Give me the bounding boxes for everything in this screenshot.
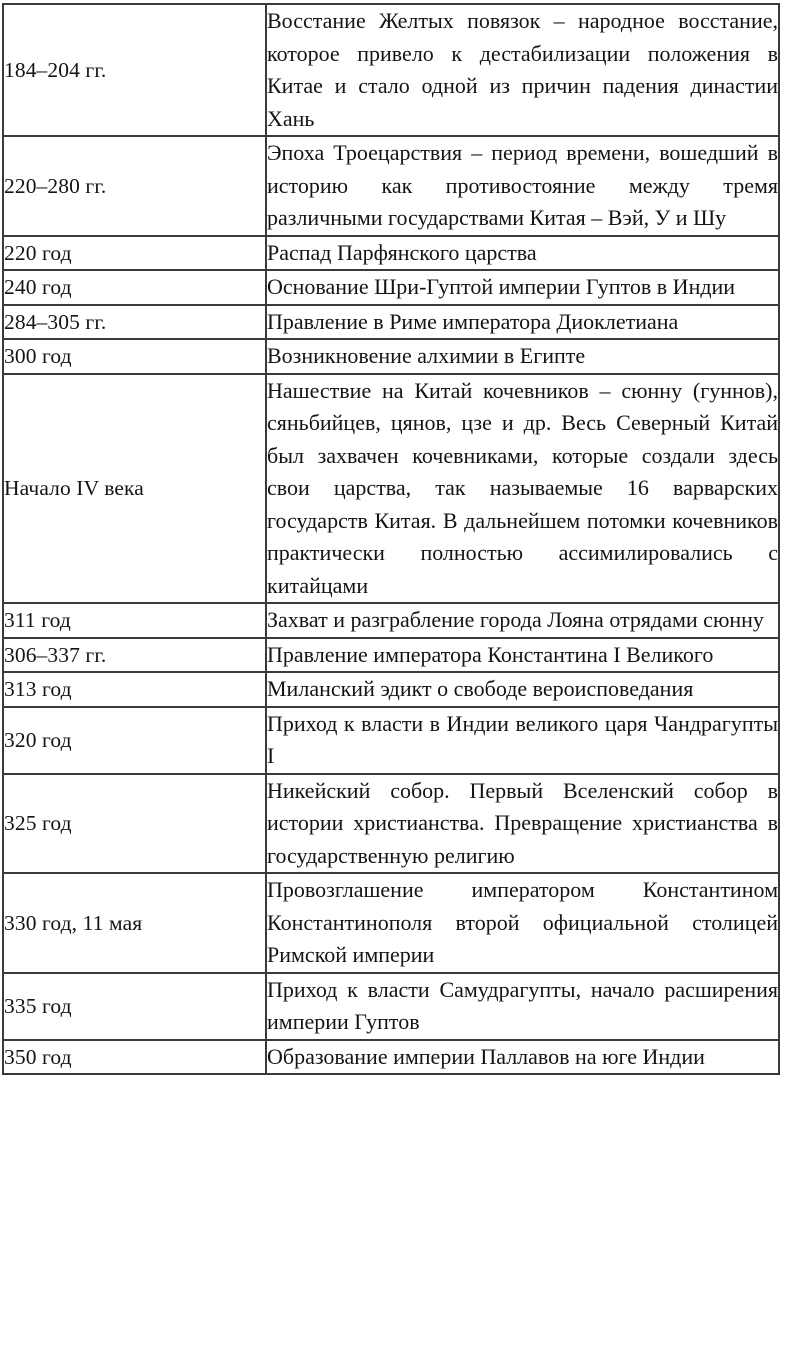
event-cell — [266, 873, 779, 973]
event-cell — [266, 305, 779, 340]
event-cell — [266, 774, 779, 874]
date-text: 311 год — [4, 608, 71, 633]
event-text: Распад Парфянского царства — [267, 239, 537, 265]
event-text: Никейский собор. Первый Вселенский собор в истории христианства. Превращение христианства в государственную религию — [267, 777, 778, 868]
date-text: 325 год — [4, 811, 72, 836]
table-row — [3, 339, 779, 374]
date-text: 306–337 гг. — [4, 642, 107, 667]
event-cell — [266, 236, 779, 271]
table-row — [3, 374, 779, 604]
date-cell — [3, 136, 266, 236]
date-cell — [3, 603, 266, 638]
event-cell — [266, 707, 779, 774]
table-row — [3, 236, 779, 271]
date-text: 240 год — [4, 275, 72, 300]
date-text: 320 год — [4, 728, 72, 752]
date-text: 184–204 гг. — [4, 58, 107, 82]
event-cell — [266, 603, 779, 638]
date-cell — [3, 973, 266, 1040]
date-cell — [3, 374, 266, 604]
chronology-table — [2, 3, 780, 1075]
event-text: Провозглашение императором Константином Константинополя второй официальной столицей Римской империи — [267, 877, 778, 967]
event-text: Нашествие на Китай кочевников – сюнну (гуннов), сяньбийцев, цянов, цзе и др. Весь Северный Китай был захвачен кочевниками, которые создали здесь свои царства, так называемые 16 варварских государств Китая. В дальнейшем потомки кочевников практически полностью ассимилировались с китайцами — [267, 377, 778, 598]
event-cell — [266, 270, 779, 305]
table-row — [3, 873, 779, 973]
date-cell — [3, 4, 266, 136]
event-cell — [266, 4, 779, 136]
date-text: 300 год — [4, 344, 72, 369]
date-text: 350 год — [4, 1044, 72, 1069]
event-text: Образование империи Паллавов на юге Индии — [267, 1043, 705, 1069]
date-text: 313 год — [4, 677, 72, 702]
table-row — [3, 1040, 779, 1075]
event-text: Основание Шри-Гуптой империи Гуптов в Индии — [267, 274, 736, 299]
event-text: Приход к власти Самудрагупты, начало расширения империи Гуптов — [267, 976, 778, 1034]
event-cell — [266, 973, 779, 1040]
date-cell — [3, 236, 266, 271]
date-cell — [3, 270, 266, 305]
table-row — [3, 973, 779, 1040]
table-row — [3, 305, 779, 340]
date-cell — [3, 774, 266, 874]
event-cell — [266, 136, 779, 236]
date-text: 284–305 гг. — [4, 309, 107, 334]
date-text: 220–280 гг. — [4, 173, 107, 198]
date-cell — [3, 707, 266, 774]
table-row — [3, 603, 779, 638]
date-text: Начало IV века — [4, 476, 144, 501]
date-text: 335 год — [4, 994, 72, 1018]
date-text: 330 год, 11 мая — [4, 910, 143, 935]
date-text: 220 год — [4, 240, 72, 265]
table-row — [3, 638, 779, 673]
event-cell — [266, 1040, 779, 1075]
event-text: Захват и разграбление города Лояна отрядами сюнну — [267, 607, 764, 632]
date-cell — [3, 305, 266, 340]
table-row — [3, 707, 779, 774]
event-cell — [266, 374, 779, 604]
date-cell — [3, 873, 266, 973]
event-cell — [266, 638, 779, 673]
event-text: Приход к власти в Индии великого царя Чандрагупты I — [267, 710, 778, 768]
date-cell — [3, 672, 266, 707]
table-row — [3, 270, 779, 305]
event-text: Возникновение алхимии в Египте — [267, 343, 586, 368]
event-cell — [266, 339, 779, 374]
event-text: Эпоха Троецарствия – период времени, вошедший в историю как противостояние между тремя различными государствами Китая – Вэй, У и Шу — [267, 140, 778, 230]
chronology-table-body — [3, 4, 779, 1074]
event-cell — [266, 672, 779, 707]
event-text: Правление в Риме императора Диоклетиана — [267, 308, 679, 334]
event-text: Восстание Желтых повязок – народное восстание, которое привело к дестабилизации положения в Китае и стало одной из причин падения династии Хань — [267, 8, 778, 131]
date-cell — [3, 1040, 266, 1075]
event-text: Правление императора Константина I Великого — [267, 641, 714, 667]
table-row — [3, 774, 779, 874]
date-cell — [3, 638, 266, 673]
date-cell — [3, 339, 266, 374]
table-row — [3, 672, 779, 707]
table-row — [3, 4, 779, 136]
event-text: Миланский эдикт о свободе вероисповедания — [267, 676, 694, 701]
table-row — [3, 136, 779, 236]
